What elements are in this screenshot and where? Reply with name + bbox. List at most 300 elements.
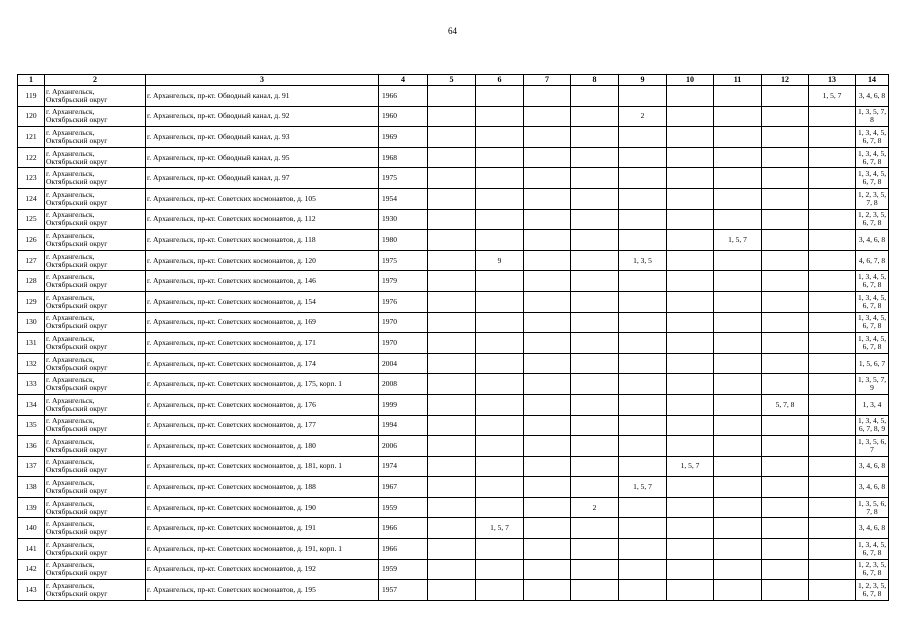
- table-cell: г. Архангельск, Октябрьский округ: [45, 230, 146, 251]
- table-cell: 139: [18, 497, 45, 518]
- table-cell: [428, 127, 476, 148]
- table-cell: [667, 106, 714, 127]
- table-cell: [762, 230, 809, 251]
- table-cell: [667, 394, 714, 415]
- table-cell: [428, 353, 476, 374]
- table-cell: [714, 415, 762, 436]
- table-cell: [571, 415, 619, 436]
- table-cell: 1999: [379, 394, 428, 415]
- table-cell: 2006: [379, 436, 428, 457]
- table-cell: [809, 106, 856, 127]
- table-cell: г. Архангельск, Октябрьский округ: [45, 518, 146, 539]
- table-cell: 1, 5, 7: [809, 86, 856, 107]
- data-table: [17, 74, 889, 601]
- table-cell: [524, 106, 571, 127]
- table-cell: г. Архангельск, Октябрьский округ: [45, 456, 146, 477]
- table-cell: [428, 291, 476, 312]
- table-cell: [571, 168, 619, 189]
- table-cell: [762, 539, 809, 560]
- table-cell: [714, 209, 762, 230]
- table-cell: [714, 291, 762, 312]
- table-cell: г. Архангельск, пр-кт. Советских космонавтов, д. 171: [146, 333, 379, 354]
- table-cell: [809, 353, 856, 374]
- table-cell: г. Архангельск, пр-кт. Советских космонавтов, д. 120: [146, 250, 379, 271]
- table-cell: [619, 86, 667, 107]
- table-cell: [619, 312, 667, 333]
- table-cell: [571, 436, 619, 457]
- table-cell: [428, 106, 476, 127]
- table-cell: г. Архангельск, Октябрьский округ: [45, 209, 146, 230]
- table-cell: [476, 394, 524, 415]
- table-cell: [667, 497, 714, 518]
- table-cell: [524, 436, 571, 457]
- table-cell: [619, 436, 667, 457]
- table-cell: [524, 147, 571, 168]
- table-cell: г. Архангельск, Октябрьский округ: [45, 394, 146, 415]
- table-cell: [524, 168, 571, 189]
- table-cell: [809, 250, 856, 271]
- table-cell: 1, 2, 3, 5, 6, 7, 8: [856, 580, 889, 601]
- table-cell: [667, 209, 714, 230]
- table-cell: [524, 312, 571, 333]
- column-header-13: 13: [809, 75, 856, 86]
- table-cell: [476, 86, 524, 107]
- table-cell: г. Архангельск, Октябрьский округ: [45, 106, 146, 127]
- table-cell: г. Архангельск, Октябрьский округ: [45, 168, 146, 189]
- table-cell: [714, 477, 762, 498]
- table-cell: г. Архангельск, Октябрьский округ: [45, 86, 146, 107]
- table-cell: 128: [18, 271, 45, 292]
- table-cell: [667, 415, 714, 436]
- table-cell: [619, 394, 667, 415]
- table-cell: [714, 436, 762, 457]
- table-cell: [809, 230, 856, 251]
- table-cell: г. Архангельск, Октябрьский округ: [45, 436, 146, 457]
- table-cell: [476, 497, 524, 518]
- table-cell: 1975: [379, 168, 428, 189]
- table-cell: [524, 333, 571, 354]
- table-cell: [428, 477, 476, 498]
- table-cell: 1930: [379, 209, 428, 230]
- table-cell: г. Архангельск, пр-кт. Советских космонавтов, д. 191, корп. 1: [146, 539, 379, 560]
- table-cell: [714, 456, 762, 477]
- table-cell: [428, 147, 476, 168]
- table-cell: 120: [18, 106, 45, 127]
- table-cell: [571, 271, 619, 292]
- table-cell: [809, 374, 856, 395]
- table-row: [18, 333, 889, 354]
- table-cell: [476, 291, 524, 312]
- table-cell: [428, 271, 476, 292]
- table-cell: [762, 333, 809, 354]
- table-cell: [809, 539, 856, 560]
- table-cell: г. Архангельск, Октябрьский округ: [45, 539, 146, 560]
- table-cell: [428, 518, 476, 539]
- table-cell: 1970: [379, 333, 428, 354]
- table-cell: [476, 559, 524, 580]
- table-cell: [428, 559, 476, 580]
- table-row: [18, 250, 889, 271]
- table-body: [18, 86, 889, 601]
- table-row: [18, 209, 889, 230]
- table-cell: [714, 559, 762, 580]
- table-cell: [571, 333, 619, 354]
- table-cell: 135: [18, 415, 45, 436]
- table-cell: г. Архангельск, Октябрьский округ: [45, 127, 146, 148]
- table-cell: [571, 147, 619, 168]
- table-cell: 1967: [379, 477, 428, 498]
- table-cell: [476, 312, 524, 333]
- column-header-10: 10: [667, 75, 714, 86]
- table-cell: [476, 188, 524, 209]
- table-cell: [667, 127, 714, 148]
- table-cell: [619, 291, 667, 312]
- table-cell: 1960: [379, 106, 428, 127]
- table-cell: 1, 3, 4: [856, 394, 889, 415]
- table-row: [18, 374, 889, 395]
- table-cell: [762, 415, 809, 436]
- column-header-14: 14: [856, 75, 889, 86]
- table-row: [18, 539, 889, 560]
- column-header-7: 7: [524, 75, 571, 86]
- table-cell: [619, 353, 667, 374]
- table-cell: [619, 147, 667, 168]
- table-cell: [571, 374, 619, 395]
- table-cell: [667, 147, 714, 168]
- table-cell: [619, 374, 667, 395]
- table-cell: [428, 230, 476, 251]
- table-cell: [571, 312, 619, 333]
- table-cell: [809, 415, 856, 436]
- table-cell: [571, 291, 619, 312]
- table-cell: [667, 250, 714, 271]
- table-cell: [667, 86, 714, 107]
- table-cell: 1966: [379, 539, 428, 560]
- table-cell: 1, 3, 4, 5, 6, 7, 8: [856, 312, 889, 333]
- table-cell: 1, 2, 3, 5, 6, 7, 8: [856, 559, 889, 580]
- table-cell: 133: [18, 374, 45, 395]
- table-cell: [476, 436, 524, 457]
- table-cell: 124: [18, 188, 45, 209]
- table-cell: [476, 209, 524, 230]
- table-cell: 1, 5, 7: [476, 518, 524, 539]
- table-cell: г. Архангельск, пр-кт. Обводный канал, д. 92: [146, 106, 379, 127]
- table-cell: [428, 312, 476, 333]
- column-header-5: 5: [428, 75, 476, 86]
- table-cell: 1, 3, 5, 7, 9: [856, 374, 889, 395]
- table-cell: г. Архангельск, пр-кт. Советских космонавтов, д. 174: [146, 353, 379, 374]
- table-cell: [619, 456, 667, 477]
- table-cell: [619, 415, 667, 436]
- table-cell: [714, 312, 762, 333]
- table-cell: 4, 6, 7, 8: [856, 250, 889, 271]
- table-cell: [476, 415, 524, 436]
- table-cell: г. Архангельск, пр-кт. Обводный канал, д. 91: [146, 86, 379, 107]
- table-cell: [762, 86, 809, 107]
- table-cell: [809, 477, 856, 498]
- table-cell: [428, 374, 476, 395]
- table-cell: 1959: [379, 497, 428, 518]
- table-cell: [476, 271, 524, 292]
- table-cell: г. Архангельск, Октябрьский округ: [45, 559, 146, 580]
- table-cell: 1, 3, 4, 5, 6, 7, 8, 9: [856, 415, 889, 436]
- table-row: [18, 580, 889, 601]
- table-cell: [524, 250, 571, 271]
- table-cell: [762, 477, 809, 498]
- table-cell: [809, 312, 856, 333]
- table-cell: [476, 456, 524, 477]
- table-row: [18, 106, 889, 127]
- table-row: [18, 168, 889, 189]
- table-cell: г. Архангельск, пр-кт. Советских космонавтов, д. 112: [146, 209, 379, 230]
- table-cell: 122: [18, 147, 45, 168]
- table-cell: 1974: [379, 456, 428, 477]
- table-cell: [714, 86, 762, 107]
- table-row: [18, 312, 889, 333]
- table-row: [18, 559, 889, 580]
- table-cell: [714, 497, 762, 518]
- table-cell: [571, 580, 619, 601]
- table-cell: 127: [18, 250, 45, 271]
- table-cell: 125: [18, 209, 45, 230]
- table-cell: [428, 497, 476, 518]
- table-cell: [571, 230, 619, 251]
- table-row: [18, 436, 889, 457]
- table-cell: [762, 168, 809, 189]
- table-cell: [619, 271, 667, 292]
- table-cell: [714, 580, 762, 601]
- table-cell: [762, 374, 809, 395]
- table-cell: 138: [18, 477, 45, 498]
- table-cell: [428, 333, 476, 354]
- table-cell: 3, 4, 6, 8: [856, 230, 889, 251]
- table-cell: 5, 7, 8: [762, 394, 809, 415]
- table-row: [18, 477, 889, 498]
- table-cell: 126: [18, 230, 45, 251]
- table-cell: 2: [619, 106, 667, 127]
- table-cell: 1, 3, 5, 6, 7, 8: [856, 497, 889, 518]
- table-cell: [667, 230, 714, 251]
- table-cell: [714, 394, 762, 415]
- table-cell: г. Архангельск, пр-кт. Советских космонавтов, д. 191: [146, 518, 379, 539]
- table-cell: [619, 188, 667, 209]
- table-cell: [524, 188, 571, 209]
- table-cell: [571, 106, 619, 127]
- table-cell: [809, 188, 856, 209]
- table-cell: 143: [18, 580, 45, 601]
- table-cell: [571, 539, 619, 560]
- table-cell: 1966: [379, 518, 428, 539]
- table-cell: [619, 559, 667, 580]
- table-cell: [619, 168, 667, 189]
- table-cell: [428, 456, 476, 477]
- table-cell: [428, 436, 476, 457]
- table-cell: [667, 518, 714, 539]
- table-cell: 132: [18, 353, 45, 374]
- table-cell: [667, 333, 714, 354]
- table-cell: [524, 580, 571, 601]
- table-cell: 1, 3, 5, 7, 8: [856, 106, 889, 127]
- table-cell: [762, 188, 809, 209]
- table-cell: [714, 147, 762, 168]
- table-cell: г. Архангельск, пр-кт. Советских космонавтов, д. 146: [146, 271, 379, 292]
- table-row: [18, 271, 889, 292]
- table-cell: г. Архангельск, Октябрьский округ: [45, 147, 146, 168]
- table-cell: 119: [18, 86, 45, 107]
- table-cell: [809, 333, 856, 354]
- table-cell: [667, 353, 714, 374]
- table-row: [18, 147, 889, 168]
- table-cell: 2008: [379, 374, 428, 395]
- table-cell: [524, 86, 571, 107]
- table-cell: [571, 209, 619, 230]
- table-cell: [476, 147, 524, 168]
- table-cell: [762, 127, 809, 148]
- table-cell: [762, 436, 809, 457]
- table-cell: г. Архангельск, Октябрьский округ: [45, 250, 146, 271]
- table-cell: 121: [18, 127, 45, 148]
- table-cell: 1954: [379, 188, 428, 209]
- table-cell: [714, 127, 762, 148]
- table-cell: г. Архангельск, пр-кт. Советских космонавтов, д. 181, корп. 1: [146, 456, 379, 477]
- table-cell: [714, 106, 762, 127]
- table-cell: [428, 188, 476, 209]
- table-cell: 3, 4, 6, 8: [856, 518, 889, 539]
- table-cell: 1959: [379, 559, 428, 580]
- table-row: [18, 353, 889, 374]
- table-cell: 1, 5, 6, 7: [856, 353, 889, 374]
- table-cell: [809, 271, 856, 292]
- table-cell: г. Архангельск, пр-кт. Советских космонавтов, д. 154: [146, 291, 379, 312]
- table-cell: [476, 353, 524, 374]
- table-cell: 140: [18, 518, 45, 539]
- table-cell: 1, 3, 5: [619, 250, 667, 271]
- table-row: [18, 456, 889, 477]
- table-cell: [809, 394, 856, 415]
- table-cell: [476, 106, 524, 127]
- table-cell: 136: [18, 436, 45, 457]
- table-cell: [667, 539, 714, 560]
- table-cell: [524, 271, 571, 292]
- table-cell: [714, 539, 762, 560]
- table-cell: 1, 3, 5, 6, 7: [856, 436, 889, 457]
- table-cell: [571, 127, 619, 148]
- table-cell: [428, 168, 476, 189]
- table-cell: [476, 230, 524, 251]
- table-cell: г. Архангельск, пр-кт. Советских космонавтов, д. 105: [146, 188, 379, 209]
- table-cell: г. Архангельск, Октябрьский округ: [45, 312, 146, 333]
- table-cell: г. Архангельск, пр-кт. Советских космонавтов, д. 195: [146, 580, 379, 601]
- table-cell: 1, 5, 7: [667, 456, 714, 477]
- table-cell: [571, 394, 619, 415]
- table-cell: 1, 2, 3, 5, 6, 7, 8: [856, 209, 889, 230]
- table-cell: [714, 333, 762, 354]
- table-cell: [667, 559, 714, 580]
- table-cell: [524, 353, 571, 374]
- table-cell: [571, 477, 619, 498]
- table-cell: г. Архангельск, пр-кт. Советских космонавтов, д. 188: [146, 477, 379, 498]
- table-cell: г. Архангельск, пр-кт. Советских космонавтов, д. 169: [146, 312, 379, 333]
- table-cell: 1994: [379, 415, 428, 436]
- table-cell: г. Архангельск, Октябрьский округ: [45, 271, 146, 292]
- column-header-12: 12: [762, 75, 809, 86]
- table-cell: [428, 394, 476, 415]
- column-header-2: 2: [45, 75, 146, 86]
- table-cell: 130: [18, 312, 45, 333]
- table-cell: 1, 2, 3, 5, 7, 8: [856, 188, 889, 209]
- table-cell: [571, 559, 619, 580]
- table-cell: 1957: [379, 580, 428, 601]
- table-cell: [524, 394, 571, 415]
- table-row: [18, 291, 889, 312]
- table-cell: 123: [18, 168, 45, 189]
- table-cell: 1, 3, 4, 5, 6, 7, 8: [856, 333, 889, 354]
- column-header-9: 9: [619, 75, 667, 86]
- table-row: [18, 394, 889, 415]
- table-cell: [476, 168, 524, 189]
- table-cell: [809, 147, 856, 168]
- table-cell: [476, 539, 524, 560]
- table-cell: [619, 539, 667, 560]
- table-cell: 137: [18, 456, 45, 477]
- table-cell: 1970: [379, 312, 428, 333]
- table-cell: [714, 353, 762, 374]
- table-row: [18, 518, 889, 539]
- table-cell: [524, 477, 571, 498]
- table-cell: г. Архангельск, пр-кт. Советских космонавтов, д. 118: [146, 230, 379, 251]
- table-cell: 1, 3, 4, 5, 6, 7, 8: [856, 539, 889, 560]
- table-cell: [809, 580, 856, 601]
- table-cell: [619, 333, 667, 354]
- table-row: [18, 127, 889, 148]
- table-cell: [428, 250, 476, 271]
- table-cell: [524, 559, 571, 580]
- table-cell: 1979: [379, 271, 428, 292]
- table-cell: [428, 209, 476, 230]
- table-cell: 9: [476, 250, 524, 271]
- table-row: [18, 497, 889, 518]
- column-header-1: 1: [18, 75, 45, 86]
- table-cell: [667, 374, 714, 395]
- table-cell: г. Архангельск, Октябрьский округ: [45, 374, 146, 395]
- table-cell: [809, 497, 856, 518]
- table-cell: 1, 3, 4, 5, 6, 7, 8: [856, 147, 889, 168]
- table-cell: г. Архангельск, пр-кт. Обводный канал, д. 95: [146, 147, 379, 168]
- table-cell: [809, 518, 856, 539]
- table-cell: 3, 4, 6, 8: [856, 456, 889, 477]
- table-cell: [524, 209, 571, 230]
- table-cell: г. Архангельск, пр-кт. Советских космонавтов, д. 190: [146, 497, 379, 518]
- table-header-row: [18, 75, 889, 86]
- table-cell: [762, 497, 809, 518]
- table-cell: 3, 4, 6, 8: [856, 86, 889, 107]
- table-cell: [524, 456, 571, 477]
- table-cell: [809, 559, 856, 580]
- table-cell: г. Архангельск, пр-кт. Советских космонавтов, д. 175, корп. 1: [146, 374, 379, 395]
- table-cell: [524, 374, 571, 395]
- table-cell: [667, 312, 714, 333]
- column-header-11: 11: [714, 75, 762, 86]
- table-cell: [428, 86, 476, 107]
- table-cell: [714, 271, 762, 292]
- table-cell: [809, 436, 856, 457]
- table-cell: [667, 436, 714, 457]
- table-cell: [667, 580, 714, 601]
- column-header-8: 8: [571, 75, 619, 86]
- table-cell: г. Архангельск, Октябрьский округ: [45, 188, 146, 209]
- table-cell: 2: [571, 497, 619, 518]
- table-cell: 1, 5, 7: [619, 477, 667, 498]
